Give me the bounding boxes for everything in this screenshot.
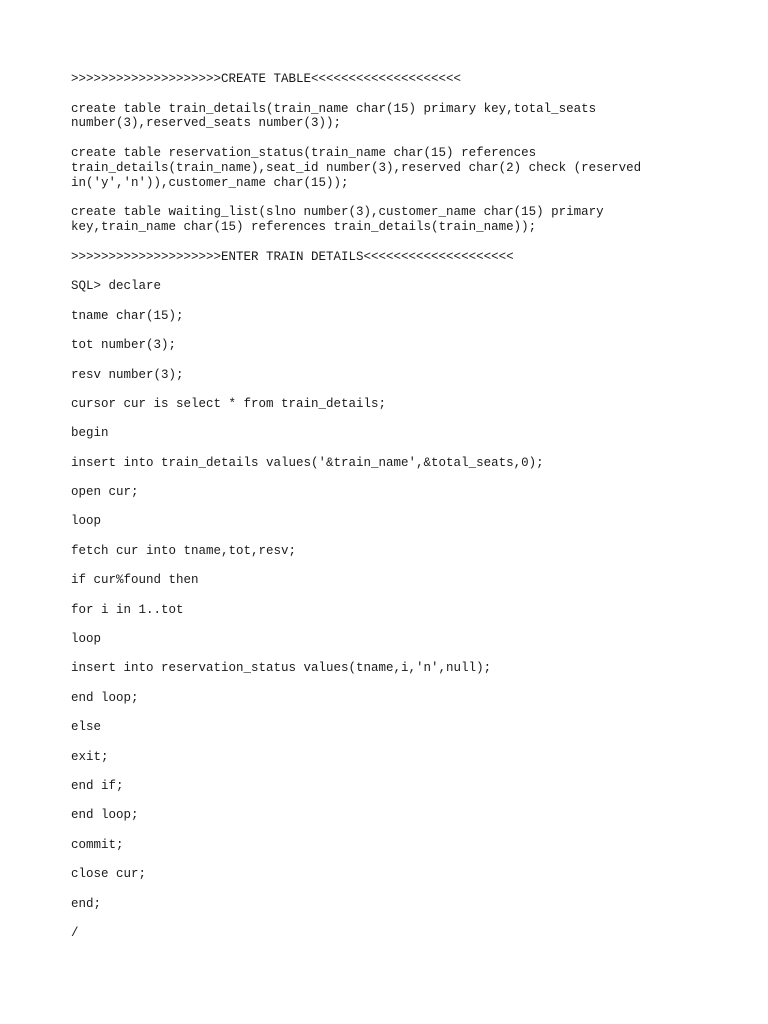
code-line: number(3),reserved_seats number(3)); bbox=[71, 116, 342, 131]
code-line: key,train_name char(15) references train_details(train_name)); bbox=[71, 219, 537, 234]
code-line: insert into reservation_status values(tname,i,'n',null); bbox=[71, 661, 492, 676]
code-line: train_details(train_name),seat_id number(3),reserved char(2) check (reserved bbox=[71, 160, 642, 175]
code-line: in('y','n')),customer_name char(15)); bbox=[71, 175, 349, 190]
code-line: else bbox=[71, 720, 102, 735]
code-line: loop bbox=[71, 514, 102, 529]
code-line: exit; bbox=[71, 749, 109, 764]
code-line: close cur; bbox=[71, 867, 147, 882]
code-line: resv number(3); bbox=[71, 367, 184, 382]
code-line: end loop; bbox=[71, 690, 139, 705]
code-line: open cur; bbox=[71, 485, 139, 500]
code-line: / bbox=[71, 925, 79, 940]
plsql-block bbox=[71, 279, 711, 940]
enter-train-details-header: >>>>>>>>>>>>>>>>>>>>ENTER TRAIN DETAILS<<<<<<<<<<<<<<<<<<<< bbox=[71, 249, 514, 264]
code-line: tname char(15); bbox=[71, 308, 184, 323]
code-line: end loop; bbox=[71, 808, 139, 823]
create-statement-reservation-status bbox=[71, 146, 711, 190]
code-line: if cur%found then bbox=[71, 573, 199, 588]
code-line: loop bbox=[71, 632, 102, 647]
code-line: for i in 1..tot bbox=[71, 602, 184, 617]
code-line: create table reservation_status(train_name char(15) references bbox=[71, 146, 537, 161]
code-line: create table waiting_list(slno number(3),customer_name char(15) primary bbox=[71, 205, 604, 220]
code-line: end; bbox=[71, 896, 102, 911]
code-line: tot number(3); bbox=[71, 338, 177, 353]
code-line: create table train_details(train_name char(15) primary key,total_seats bbox=[71, 101, 597, 116]
code-line: begin bbox=[71, 426, 109, 441]
create-statement-train-details bbox=[71, 102, 711, 131]
create-statement-waiting-list bbox=[71, 205, 711, 234]
code-line: insert into train_details values('&train_name',&total_seats,0); bbox=[71, 455, 544, 470]
code-line: SQL> declare bbox=[71, 279, 162, 294]
code-line: end if; bbox=[71, 778, 124, 793]
code-line: cursor cur is select * from train_details; bbox=[71, 396, 387, 411]
create-table-header: >>>>>>>>>>>>>>>>>>>>CREATE TABLE<<<<<<<<<<<<<<<<<<<< bbox=[71, 72, 462, 86]
document-page bbox=[71, 72, 711, 941]
code-line: fetch cur into tname,tot,resv; bbox=[71, 543, 297, 558]
code-line: commit; bbox=[71, 837, 124, 852]
